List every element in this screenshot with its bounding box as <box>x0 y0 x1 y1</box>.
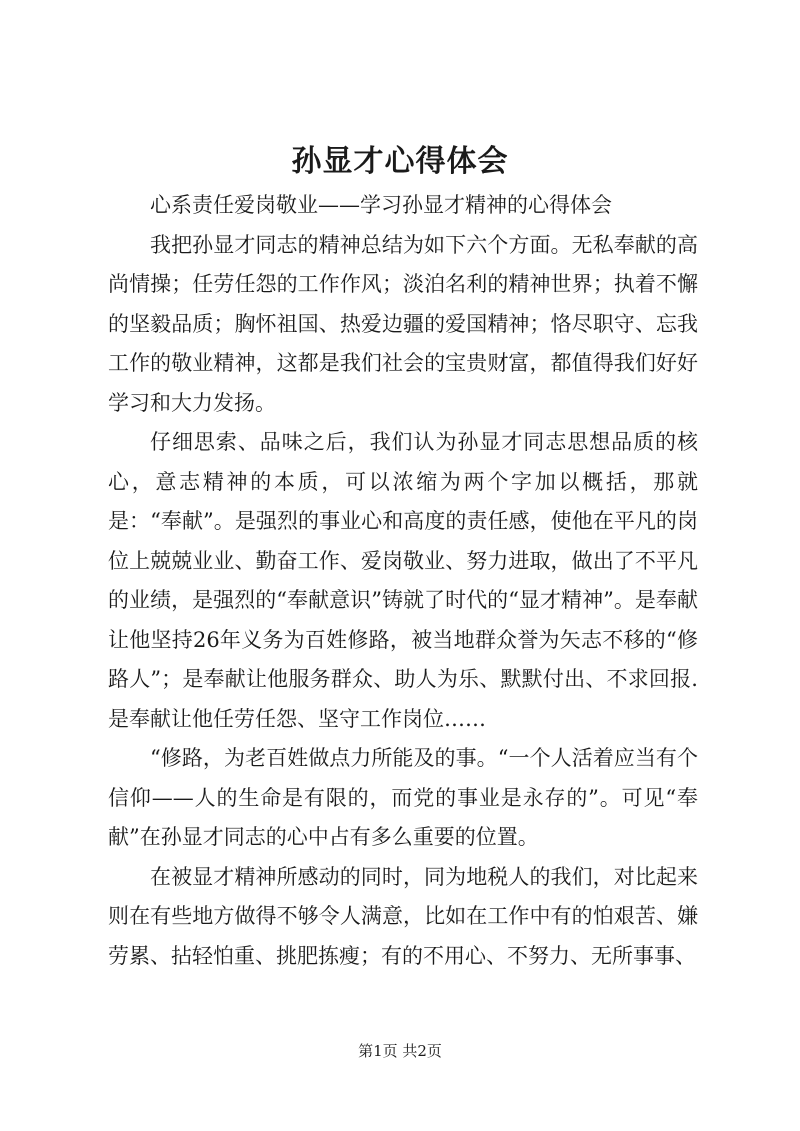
page-footer: 第1页 共2页 <box>358 1042 442 1060</box>
paragraph-1: 我把孙显才同志的精神总结为如下六个方面。无私奉献的高尚情操；任劳任怨的工作作风；淡泊名利的精神世界；执着不懈的坚毅品质；胸怀祖国、热爱边疆的爱国精神；恪尽职守、忘我工作的敬业精神，这都是我们社会的宝贵财富，都值得我们好好学习和大力发扬。 <box>108 232 698 415</box>
document-title: 孙显才心得体会 <box>291 144 509 179</box>
document-subtitle: 心系责任爱岗敬业——学习孙显才精神的心得体会 <box>150 193 612 217</box>
paragraph-4: 在被显才精神所感动的同时，同为地税人的我们，对比起来则在有些地方做得不够令人满意，比如在工作中有的怕艰苦、嫌劳累、拈轻怕重、挑肥拣瘦；有的不用心、不努力、无所事事、 <box>108 864 698 968</box>
paragraph-3: “修路，为老百姓做点力所能及的事。“一个人活着应当有个信仰——人的生命是有限的，而党的事业是永存的”。可见“奉献”在孙显才同志的心中占有多么重要的位置。 <box>108 746 698 849</box>
document-body <box>108 186 698 976</box>
paragraph-2: 仔细思索、品味之后，我们认为孙显才同志思想品质的核心，意志精神的本质，可以浓缩为两个字加以概括，那就是：“奉献”。是强烈的事业心和高度的责任感，使他在平凡的岗位上兢兢业业、勤奋工作、爱岗敬业、努力进取，做出了不平凡的业绩，是强烈的“奉献意识”铸就了时代的“显才精神”。是奉献让他坚持26年义务为百姓修路，被当地群众誉为矢志不移的“修路人”；是奉献让他服务群众、助人为乐、默默付出、不求回报.是奉献让他任劳任怨、坚守工作岗位…… <box>108 430 698 731</box>
